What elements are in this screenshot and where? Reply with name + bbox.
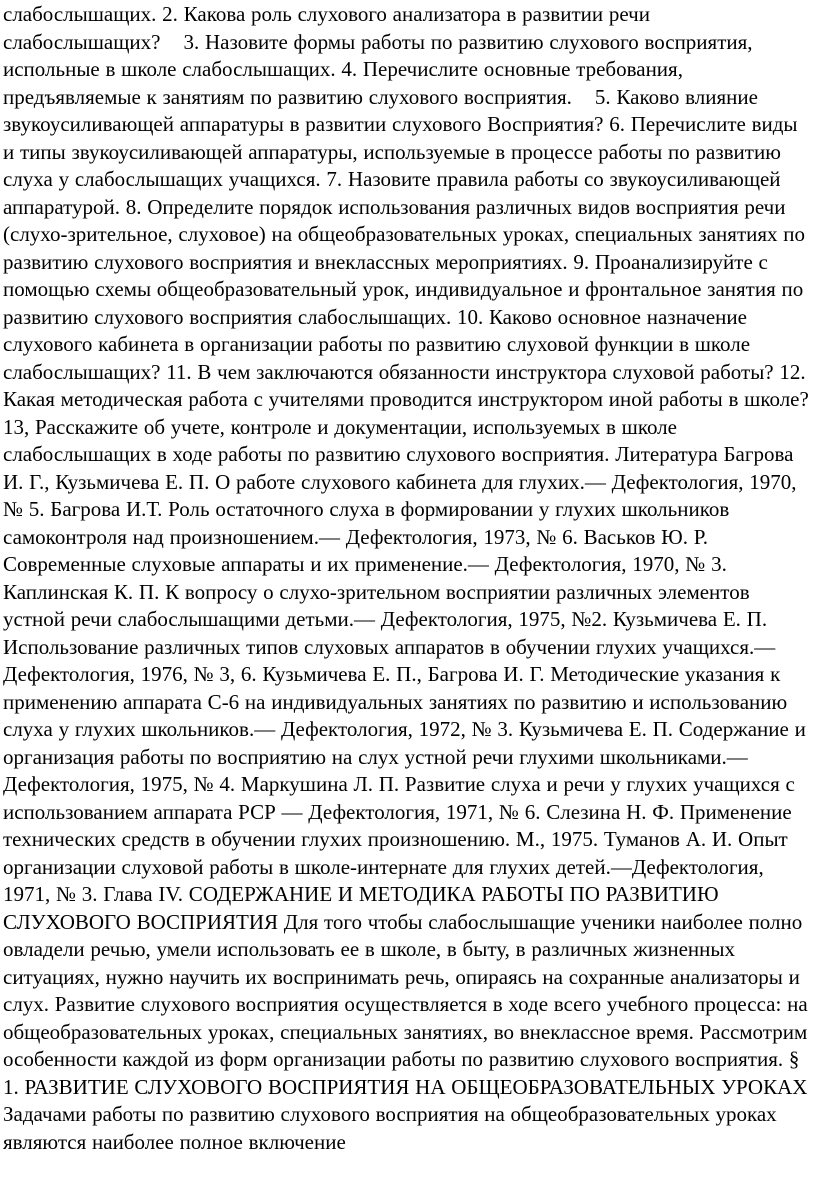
document-body-text: слабослышащих. 2. Какова роль слухового анализатора в развитии речи слабослышащих? 3. Назовите формы работы по развитию слухового восприятия, испольные в школе слабослышащих. 4. Перечислите основные требования, предъявляемые к занятиям по развитию слухового восприятия. 5. Каково влияние звукоусиливающей аппаратуры в развитии слухового Восприятия? 6. Перечислите виды и типы звукоусиливающей аппаратуры, используемые в процессе работы по развитию слуха у слабослышащих учащихся. 7. Назовите правила работы со звукоусиливающей аппаратурой. 8. Определите порядок использования различных видов восприятия речи (слухо-зрительное, слуховое) на общеобразовательных уроках, специальных занятиях по развитию слухового восприятия и внеклассных мероприятиях. 9. Проанализируйте с помощью схемы общеобразовательный урок, индивидуальное и фронтальное занятия по развитию слухового восприятия слабослышащих. 10. Каково основное назначение слухового кабинета в организации работы по развитию слуховой функции в школе слабослышащих? 11. В чем заключаются обязанности инструктора слуховой работы? 12. Какая методическая работа с учителями проводится инструктором иной работы в школе? 13, Расскажите об учете, контроле и документации, используемых в школе слабослышащих в ходе работы по развитию слухового восприятия. Литература Багрова И. Г., Кузьмичева Е. П. О работе слухового кабинета для глухих.— Дефектология, 1970, № 5. Багрова И.Т. Роль остаточного слуха в формировании у глухих школьников самоконтроля над произношением.— Дефектология, 1973, № 6. Васьков Ю. Р. Современные слуховые аппараты и их применение.— Дефектология, 1970, № 3. Каплинская К. П. К вопросу о слухо-зрительном восприятии различных элементов устной речи слабослышащими детьми.— Дефектология, 1975, №2. Кузьмичева Е. П. Использование различных типов слуховых аппаратов в обучении глухих учащихся.— Дефектология, 1976, № 3, 6. Кузьмичева Е. П., Багрова И. Г. Методические указания к применению аппарата С-6 на индивидуальных занятиях по развитию и использованию слуха у глухих школьников.— Дефектология, 1972, № 3. Кузьмичева Е. П. Содержание и организация работы по восприятию на слух устной речи глухими школьниками.— Дефектология, 1975, № 4. Маркушина Л. П. Развитие слуха и речи у глухих учащихся с использованием аппарата РСР — Дефектология, 1971, № 6. Слезина Н. Ф. Применение технических средств в обучении глухих произношению. М., 1975. Туманов А. И. Опыт организации слуховой работы в школе-интернате для глухих детей.—Дефектология, 1971, № 3. Глава IV. СОДЕРЖАНИЕ И МЕТОДИКА РАБОТЫ ПО РАЗВИТИЮ СЛУХОВОГО ВОСПРИЯТИЯ Для того чтобы слабослышащие ученики наиболее полно овладели речью, умели использовать ее в школе, в быту, в различных жизненных ситуациях, нужно научить их воспринимать речь, опираясь на сохранные анализаторы и слух. Развитие слухового восприятия осуществляется в ходе всего учебного процесса: на общеобразовательных уроках, специальных занятиях, во внеклассное время. Рассмотрим особенности каждой из форм организации работы по развитию слухового восприятия. § 1. РАЗВИТИЕ СЛУХОВОГО ВОСПРИЯТИЯ НА ОБЩЕОБРАЗОВАТЕЛЬНЫХ УРОКАХ Задачами работы по развитию слухового восприятия на общеобразовательных уроках являются наиболее полное включение: [3, 2, 815, 1154]
document-paragraph: [3, 1, 815, 1156]
